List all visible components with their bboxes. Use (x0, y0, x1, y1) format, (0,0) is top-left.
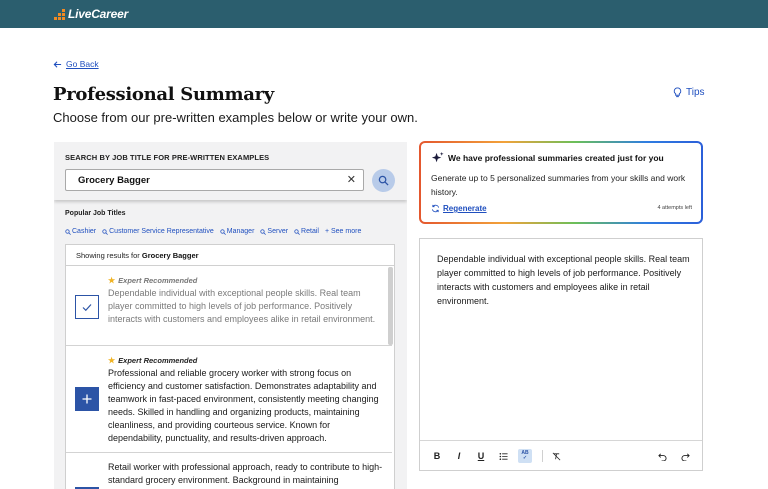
results-prefix: Showing results for (76, 251, 140, 260)
search-icon (65, 229, 71, 235)
results-header (66, 245, 394, 266)
popular-tag-cashier[interactable]: Cashier (65, 228, 96, 235)
star-icon: ★ (108, 356, 116, 365)
page-subtitle: Choose from our pre-written examples below or write your own. (53, 110, 418, 125)
top-bar (0, 0, 768, 28)
expert-badge: ★ Expert Recommended (108, 276, 198, 285)
arrow-left-icon (53, 60, 62, 69)
attempts-left: 4 attempts left (657, 205, 692, 211)
check-icon (81, 301, 93, 313)
close-icon[interactable]: ✕ (346, 174, 356, 186)
lightbulb-icon (672, 87, 683, 98)
toolbar-divider (542, 450, 543, 462)
search-value: Grocery Bagger (78, 175, 150, 186)
undo-button[interactable] (655, 449, 669, 463)
popular-titles-label: Popular Job Titles (65, 210, 126, 217)
search-icon (378, 175, 389, 186)
bullet-list-button[interactable] (496, 449, 510, 463)
underline-button[interactable]: U (477, 451, 485, 461)
popular-tag-customer-service[interactable]: Customer Service Representative (102, 228, 214, 235)
check-icon: ✓ (522, 455, 528, 461)
job-title-search-input[interactable] (65, 169, 364, 191)
expert-badge: ★ Expert Recommended (108, 356, 198, 365)
go-back-label: Go Back (66, 59, 99, 69)
results-query: Grocery Bagger (141, 251, 199, 260)
search-icon (294, 229, 300, 235)
star-icon: ★ (108, 276, 116, 285)
logo-dots-icon (54, 9, 65, 20)
see-more-link[interactable]: + See more (324, 228, 362, 235)
regenerate-label: Regenerate (443, 204, 487, 213)
search-icon (260, 229, 266, 235)
tips-button[interactable] (672, 87, 705, 98)
regenerate-button[interactable] (431, 204, 487, 213)
popular-titles-list (65, 228, 361, 235)
popular-tag-manager[interactable]: Manager (220, 228, 255, 235)
livecareer-logo[interactable] (54, 7, 128, 21)
search-icon (102, 229, 108, 235)
ai-description: Generate up to 5 personalized summaries from your skills and work history. (431, 173, 686, 197)
spellcheck-label: AB (521, 450, 529, 456)
refresh-icon (431, 204, 440, 213)
example-item[interactable] (66, 267, 392, 346)
clear-format-icon (552, 452, 561, 461)
popular-tag-retail[interactable]: Retail (294, 228, 319, 235)
bold-button[interactable]: B (433, 451, 441, 461)
italic-button[interactable]: I (457, 451, 461, 461)
add-example-button[interactable] (75, 387, 99, 411)
search-section (54, 142, 407, 200)
plus-icon (81, 393, 93, 405)
ai-suggestions-box (419, 141, 703, 224)
bullet-list-icon (499, 452, 508, 461)
editor-toolbar (420, 440, 702, 470)
examples-panel (54, 142, 407, 489)
tips-label: Tips (686, 87, 705, 98)
sparkles-icon (430, 151, 445, 166)
example-item[interactable] (66, 454, 392, 489)
summary-editor[interactable] (419, 238, 703, 471)
results-list (65, 244, 395, 489)
page-title: Professional Summary (53, 84, 274, 105)
redo-button[interactable] (678, 449, 692, 463)
spellcheck-button[interactable] (518, 449, 532, 463)
example-text: Professional and reliable grocery worker with strong focus on efficiency and customer satisfaction. Demonstrates adaptability and teamwork in fast-paced environment, consistently meeting changing needs. Skilled in handling and organizing products, maintaining cleanliness, and providing courteous service. Known for dependability, punctuality, and results-driven approach. (108, 368, 379, 443)
search-button[interactable] (372, 169, 395, 192)
popular-tag-server[interactable]: Server (260, 228, 288, 235)
logo-text: LiveCareer (68, 7, 129, 21)
selected-checkbox[interactable] (75, 295, 99, 319)
undo-icon (658, 452, 667, 461)
redo-icon (681, 452, 690, 461)
ai-title: We have professional summaries created just for you (448, 153, 664, 163)
go-back-link[interactable] (53, 59, 99, 69)
clear-format-button[interactable] (549, 449, 563, 463)
search-label: SEARCH BY JOB TITLE FOR PRE-WRITTEN EXAMPLES (65, 153, 270, 162)
example-text: Retail worker with professional approach, ready to contribute to high-standard grocery environment. Background in maintaining (108, 462, 383, 485)
search-icon (220, 229, 226, 235)
example-item[interactable] (66, 347, 392, 453)
example-text: Dependable individual with exceptional people skills. Real team player committed to high levels of job performance. Positively interacts with customers and employees alike in retail environment. (108, 288, 376, 324)
editor-text[interactable]: Dependable individual with exceptional people skills. Real team player committed to high levels of job performance. Positively interacts with customers and employees alike in retail environment. (437, 254, 690, 306)
